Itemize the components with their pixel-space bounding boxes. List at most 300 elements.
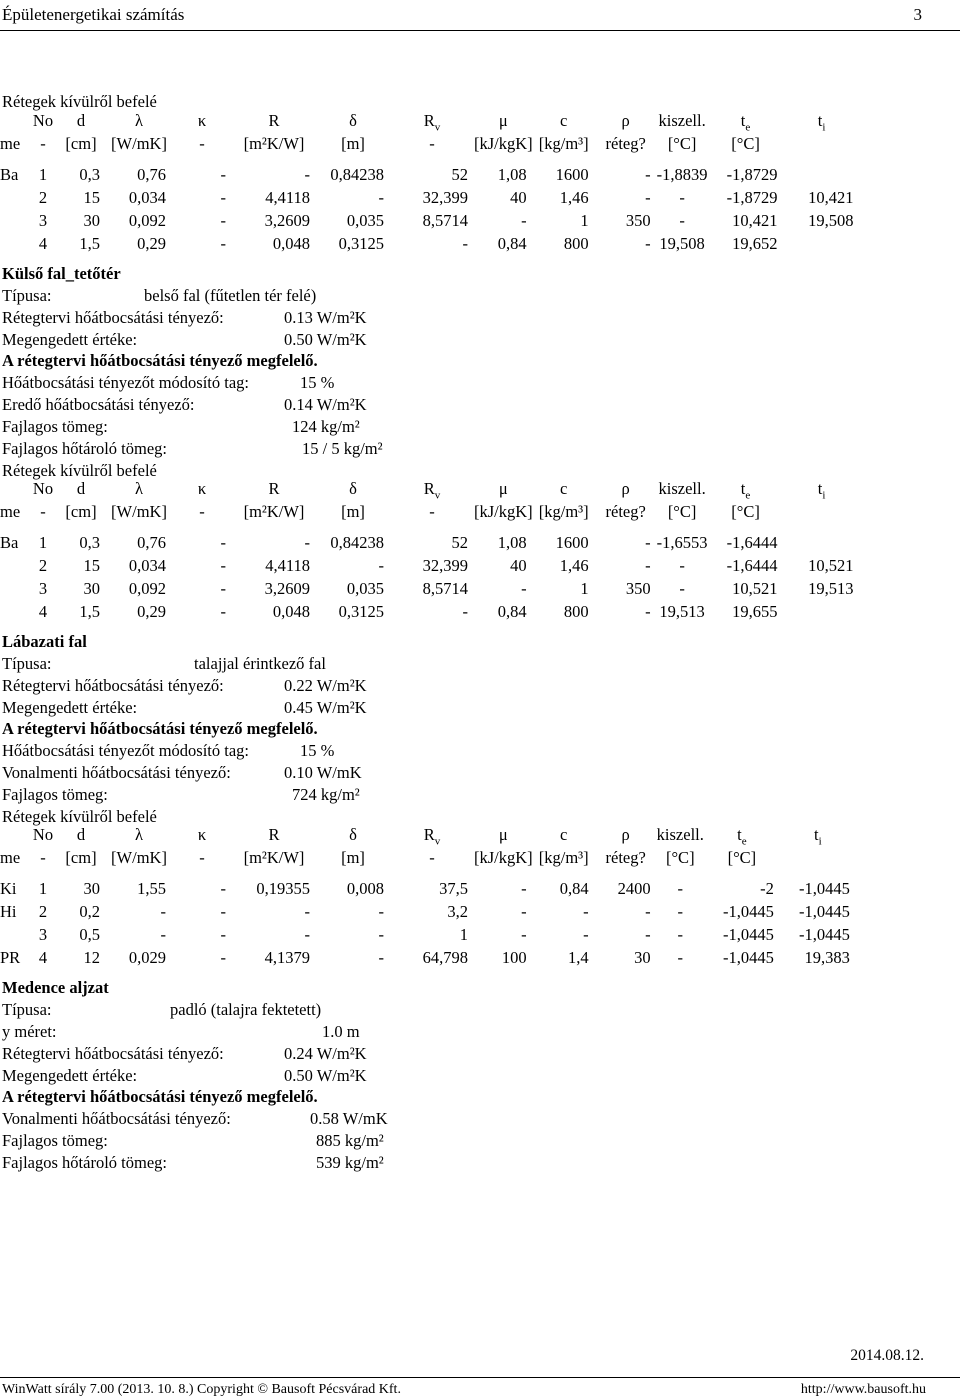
section3-linear-row — [2, 1109, 388, 1128]
header-unit: [kg/m³] — [538, 502, 589, 522]
table-cell: - — [645, 234, 651, 254]
table-cell — [0, 187, 30, 210]
section3-y-label: y méret: — [2, 1022, 57, 1041]
header-unit: - — [429, 134, 435, 154]
table-cell: - — [645, 165, 651, 185]
table-cell: -1,0445 — [723, 902, 774, 922]
table-cell: 0,034 — [128, 556, 166, 576]
layer-header-symbols — [0, 478, 860, 501]
table-cell: 0,19355 — [256, 879, 310, 899]
header-blank — [0, 110, 30, 133]
table-cell: - — [378, 902, 384, 922]
table-cell: 0,84238 — [330, 533, 384, 553]
section2-u-design-row — [2, 676, 367, 695]
table-cell: 0,84238 — [330, 165, 384, 185]
header-symbol: δ — [349, 111, 357, 131]
table-cell: 30 — [634, 948, 651, 968]
section2-u-allowed-row — [2, 698, 367, 717]
footer-link: http://www.bausoft.hu — [800, 1382, 926, 1397]
header-unit: [m²K/W] — [243, 502, 305, 522]
section2-u-allowed-value: 0.45 W/m²K — [284, 698, 367, 717]
table-cell — [0, 601, 30, 624]
section1-mod-label: Hőátbocsátási tényezőt módosító tag: — [2, 373, 249, 392]
table-cell: - — [220, 188, 226, 208]
table-cell: 40 — [510, 556, 527, 576]
header-symbol: kiszell. — [656, 825, 704, 845]
table-cell: 0,029 — [128, 948, 166, 968]
header-unit: [m²K/W] — [243, 848, 305, 868]
table-cell: 19,383 — [804, 948, 850, 968]
header-divider — [0, 30, 960, 31]
header-symbol: kiszell. — [658, 479, 706, 499]
table-cell: 1 — [38, 879, 48, 899]
table-cell — [0, 924, 30, 947]
header-symbol: c — [560, 825, 568, 845]
section3-u-allowed-row — [2, 1066, 367, 1085]
header-symbol: No — [32, 479, 54, 499]
section1-mod-value: 15 % — [300, 373, 335, 392]
header-symbol: R — [268, 825, 280, 845]
table-cell: 19,655 — [732, 602, 778, 622]
table-cell: - — [220, 879, 226, 899]
table-cell: - — [645, 602, 651, 622]
section1-mass-row — [2, 417, 360, 436]
header-unit: [°C] — [667, 502, 697, 522]
table-row — [0, 233, 860, 256]
header-symbol: kiszell. — [658, 111, 706, 131]
header-unit: - — [199, 848, 205, 868]
table-row — [0, 187, 860, 210]
table-cell: 0,3 — [79, 165, 100, 185]
section1-u-design-label: Rétegtervi hőátbocsátási tényező: — [2, 308, 224, 327]
header-symbol: $t_i$ — [817, 111, 826, 134]
header-unit: [cm] — [65, 848, 97, 868]
layer-header-units — [0, 133, 860, 156]
table-cell: 1 — [38, 533, 48, 553]
table-cell: 19,513 — [808, 579, 854, 599]
table-cell: 3 — [38, 579, 48, 599]
header-unit: [kJ/kgK] — [474, 502, 533, 522]
header-symbol: No — [32, 825, 54, 845]
table-cell: 4,1379 — [264, 948, 310, 968]
header-symbol: $t_e$ — [740, 479, 751, 502]
table-cell: 40 — [510, 188, 527, 208]
table-cell: - — [220, 165, 226, 185]
header-symbol: κ — [197, 111, 207, 131]
header-symbol: c — [560, 479, 568, 499]
table-cell: 30 — [83, 211, 100, 231]
table-cell: - — [220, 925, 226, 945]
section2-type-row — [2, 654, 326, 673]
table-cell: - — [220, 234, 226, 254]
table-cell: - — [521, 879, 527, 899]
header-symbol: d — [76, 111, 86, 131]
section1-mod-row — [2, 373, 335, 392]
table-row — [0, 532, 860, 555]
table-cell: 15 — [83, 556, 100, 576]
table-cell: 1600 — [555, 533, 589, 553]
header-symbol: $t_e$ — [737, 825, 747, 848]
header-symbol: δ — [349, 825, 357, 845]
header-unit: me — [0, 848, 21, 868]
section2-title: Lábazati fal — [2, 632, 87, 651]
footer-copyright: WinWatt sírály 7.00 (2013. 10. 8.) Copyright © Bausoft Pécsvárad Kft. — [2, 1382, 401, 1397]
table-cell: - — [304, 533, 310, 553]
table-cell: - — [220, 556, 226, 576]
header-unit: me — [0, 502, 21, 522]
table-cell: 0,76 — [137, 533, 166, 553]
table-cell: 0,048 — [272, 602, 310, 622]
table-cell: 3,2609 — [264, 211, 310, 231]
table-cell: - — [645, 556, 651, 576]
table-cell: - — [521, 579, 527, 599]
header-symbol: c — [560, 111, 568, 131]
section3-y-row — [2, 1022, 360, 1041]
table-cell: -1,6444 — [726, 533, 778, 553]
table-cell: 3,2 — [447, 902, 468, 922]
section1-type-row — [2, 286, 317, 305]
section1-u-result-label: Eredő hőátbocsátási tényező: — [2, 395, 195, 414]
header-unit: - — [429, 848, 435, 868]
table-cell: - — [677, 902, 684, 922]
header-symbol: $t_i$ — [814, 825, 822, 848]
table-row — [0, 947, 856, 970]
header-unit: - — [40, 848, 46, 868]
header-unit: [°C] — [731, 134, 760, 154]
table-cell: 1,46 — [559, 188, 589, 208]
table-cell: -1,0445 — [799, 902, 850, 922]
table-cell: 2 — [38, 188, 48, 208]
table-cell: -1,8729 — [726, 188, 778, 208]
section1-layers — [0, 478, 860, 624]
table-cell: 4 — [38, 602, 48, 622]
header-unit: [W/mK] — [111, 848, 167, 868]
section2-type-label: Típusa: — [2, 654, 52, 673]
table-cell: 1 — [459, 925, 468, 945]
table-cell: 2 — [38, 902, 48, 922]
header-unit: [kg/m³] — [538, 134, 589, 154]
section1-layers-title: Rétegek kívülről befelé — [2, 461, 157, 480]
table-cell: 8,5714 — [422, 211, 468, 231]
table-cell: 0,048 — [272, 234, 310, 254]
table-cell: - — [645, 902, 651, 922]
table-row — [0, 578, 860, 601]
table-cell: - — [583, 925, 589, 945]
header-symbol: d — [76, 825, 86, 845]
table-cell: - — [378, 188, 384, 208]
table-cell: Ki — [0, 879, 17, 899]
table-cell: - — [378, 925, 384, 945]
header-symbol: $R_v$ — [423, 479, 441, 502]
table-row — [0, 601, 860, 624]
section2-verdict: A rétegtervi hőátbocsátási tényező megfelelő. — [2, 719, 318, 738]
section3-mass-value: 885 kg/m² — [316, 1131, 384, 1150]
section3-u-allowed-value: 0.50 W/m²K — [284, 1066, 367, 1085]
table-cell: 0,5 — [79, 925, 100, 945]
header-symbol: ρ — [621, 479, 630, 499]
section3-type-value: padló (talajra fektetett) — [170, 1000, 322, 1019]
section3-linear-label: Vonalmenti hőátbocsátási tényező: — [2, 1109, 231, 1128]
table-row — [0, 878, 856, 901]
header-symbol: κ — [197, 825, 207, 845]
table-cell: - — [679, 579, 685, 599]
table-cell: 1,55 — [137, 879, 166, 899]
table-cell: 1 — [38, 165, 48, 185]
table-cell: 30 — [83, 879, 100, 899]
layer-header-symbols — [0, 824, 856, 847]
header-unit: [kg/m³] — [538, 848, 589, 868]
table-cell: 0,035 — [346, 579, 384, 599]
table-cell: - — [220, 211, 226, 231]
table-cell: 0,84 — [497, 234, 527, 254]
section3-linear-value: 0.58 W/mK — [310, 1109, 388, 1128]
table-cell: - — [462, 602, 468, 622]
table-cell: Ba — [0, 165, 19, 185]
table-row — [0, 164, 860, 187]
header-blank — [0, 824, 30, 847]
header-unit: - — [199, 134, 205, 154]
header-unit: - — [429, 502, 435, 522]
section1-u-design-row — [2, 308, 367, 327]
table-cell: 3 — [38, 211, 48, 231]
header-unit: - — [199, 502, 205, 522]
section2-u-allowed-label: Megengedett értéke: — [2, 698, 138, 717]
table-cell: -1,0445 — [723, 925, 774, 945]
section0-layers — [0, 110, 860, 256]
table-cell: 0,2 — [79, 902, 100, 922]
header-symbol: δ — [349, 479, 357, 499]
section0-layers-title: Rétegek kívülről befelé — [2, 92, 157, 111]
table-cell: - — [645, 925, 651, 945]
header-unit: [°C] — [665, 848, 695, 868]
table-cell: 0,092 — [128, 211, 166, 231]
table-cell: 19,508 — [659, 234, 705, 254]
table-cell: Hi — [0, 902, 17, 922]
table-cell: 1,5 — [79, 602, 100, 622]
header-unit: [W/mK] — [111, 134, 167, 154]
header-symbol: No — [32, 111, 54, 131]
section2-linear-value: 0.10 W/mK — [284, 763, 362, 782]
section1-u-allowed-row — [2, 330, 367, 349]
header-symbol: λ — [134, 825, 143, 845]
table-cell: 52 — [451, 533, 468, 553]
table-cell: 32,399 — [422, 556, 468, 576]
table-cell: - — [677, 925, 684, 945]
table-cell: 3 — [38, 925, 48, 945]
section2-layers — [0, 824, 856, 970]
table-cell: 1,4 — [568, 948, 589, 968]
table-cell: 10,421 — [732, 211, 778, 231]
header-unit: me — [0, 134, 21, 154]
section1-type-label: Típusa: — [2, 286, 52, 305]
header-symbol: ρ — [621, 111, 630, 131]
section1-verdict: A rétegtervi hőátbocsátási tényező megfelelő. — [2, 351, 318, 370]
table-cell: 0,3125 — [338, 234, 384, 254]
header-symbol: $t_e$ — [740, 111, 751, 134]
header-symbol: ρ — [621, 825, 630, 845]
section3-type-row — [2, 1000, 322, 1019]
table-cell: -1,0445 — [799, 925, 850, 945]
section2-mass-label: Fajlagos tömeg: — [2, 785, 108, 804]
table-cell — [0, 210, 30, 233]
section2-u-design-value: 0.22 W/m²K — [284, 676, 367, 695]
table-cell: 1,08 — [497, 533, 527, 553]
header-unit: [kJ/kgK] — [474, 848, 533, 868]
section2-mod-value: 15 % — [300, 741, 335, 760]
header-unit: - — [40, 502, 46, 522]
table-cell: 4,4118 — [265, 556, 310, 576]
header-unit: [°C] — [727, 848, 757, 868]
table-cell: 8,5714 — [422, 579, 468, 599]
table-cell: 350 — [625, 579, 651, 599]
table-cell: -1,6444 — [726, 556, 778, 576]
header-unit: [m²K/W] — [243, 134, 305, 154]
header-symbol: κ — [197, 479, 207, 499]
section3-type-label: Típusa: — [2, 1000, 52, 1019]
section3-storage-row — [2, 1153, 384, 1172]
table-cell: 0,76 — [137, 165, 166, 185]
table-cell: - — [679, 556, 685, 576]
table-cell: - — [160, 902, 166, 922]
section3-storage-label: Fajlagos hőtároló tömeg: — [2, 1153, 167, 1172]
table-cell: -2 — [760, 879, 774, 899]
table-cell: 10,521 — [808, 556, 854, 576]
header-unit: - — [40, 134, 46, 154]
table-cell: 30 — [83, 579, 100, 599]
table-cell: 4,4118 — [265, 188, 310, 208]
table-cell: 800 — [563, 602, 589, 622]
table-cell: - — [304, 925, 310, 945]
section2-mass-value: 724 kg/m² — [292, 785, 360, 804]
table-cell: 1 — [580, 579, 589, 599]
table-cell: 1,08 — [497, 165, 527, 185]
section2-mod-label: Hőátbocsátási tényezőt módosító tag: — [2, 741, 249, 760]
section2-mod-row — [2, 741, 335, 760]
header-unit: [W/mK] — [111, 502, 167, 522]
table-cell: - — [645, 188, 651, 208]
table-cell: PR — [0, 948, 21, 968]
table-cell: 10,421 — [808, 188, 854, 208]
table-cell: - — [583, 902, 589, 922]
table-cell: 0,008 — [346, 879, 384, 899]
table-cell: - — [220, 602, 226, 622]
table-cell: 800 — [563, 234, 589, 254]
section2-mass-row — [2, 785, 360, 804]
table-cell: - — [160, 925, 166, 945]
section1-u-design-value: 0.13 W/m²K — [284, 308, 367, 327]
table-cell: 10,521 — [732, 579, 778, 599]
table-cell — [0, 555, 30, 578]
section3-u-design-label: Rétegtervi hőátbocsátási tényező: — [2, 1044, 224, 1063]
table-cell: 2 — [38, 556, 48, 576]
section3-u-design-value: 0.24 W/m²K — [284, 1044, 367, 1063]
table-row — [0, 924, 856, 947]
header-symbol: μ — [498, 825, 508, 845]
section1-title: Külső fal_tetőtér — [2, 264, 121, 283]
table-cell: - — [521, 902, 527, 922]
table-cell: - — [220, 948, 226, 968]
table-cell: - — [677, 879, 684, 899]
table-cell: 100 — [501, 948, 527, 968]
table-cell: - — [220, 533, 226, 553]
header-unit: [cm] — [65, 134, 97, 154]
table-cell: - — [304, 902, 310, 922]
document-title: Épületenergetikai számítás — [2, 5, 185, 24]
footer-divider — [0, 1377, 960, 1378]
table-cell: 0,3 — [79, 533, 100, 553]
header-symbol: d — [76, 479, 86, 499]
section2-u-design-label: Rétegtervi hőátbocsátási tényező: — [2, 676, 224, 695]
table-cell: - — [304, 165, 310, 185]
table-cell: - — [220, 579, 226, 599]
table-cell: 4 — [38, 234, 48, 254]
table-cell: 0,3125 — [338, 602, 384, 622]
table-cell: -1,8839 — [656, 165, 708, 185]
table-cell: 32,399 — [422, 188, 468, 208]
table-cell: - — [378, 556, 384, 576]
header-symbol: $R_v$ — [423, 825, 441, 848]
header-symbol: μ — [498, 479, 508, 499]
header-symbol: λ — [134, 479, 143, 499]
table-cell: - — [220, 902, 226, 922]
table-cell: 19,513 — [659, 602, 705, 622]
section3-title: Medence aljzat — [2, 978, 109, 997]
header-unit: [cm] — [65, 502, 97, 522]
table-cell: -1,0445 — [723, 948, 774, 968]
table-cell: - — [679, 188, 685, 208]
table-cell: -1,0445 — [799, 879, 850, 899]
section1-type-value: belső fal (fűtetlen tér felé) — [144, 286, 317, 305]
layer-header-units — [0, 501, 860, 524]
section3-u-design-row — [2, 1044, 367, 1063]
section2-layers-title: Rétegek kívülről befelé — [2, 807, 157, 826]
table-cell — [0, 578, 30, 601]
table-cell: 3,2609 — [264, 579, 310, 599]
section1-storage-value: 15 / 5 kg/m² — [302, 439, 383, 458]
table-cell: 4 — [38, 948, 48, 968]
table-cell: 0,035 — [346, 211, 384, 231]
table-cell: 19,508 — [808, 211, 854, 231]
page-number: 3 — [913, 5, 922, 24]
table-cell: 37,5 — [439, 879, 468, 899]
table-cell: -1,6553 — [656, 533, 708, 553]
section3-verdict: A rétegtervi hőátbocsátási tényező megfelelő. — [2, 1087, 318, 1106]
section1-mass-label: Fajlagos tömeg: — [2, 417, 108, 436]
header-unit: réteg? — [605, 848, 646, 868]
table-cell: 52 — [451, 165, 468, 185]
table-cell: 0,034 — [128, 188, 166, 208]
header-unit: [m] — [341, 848, 365, 868]
header-unit: [m] — [341, 134, 365, 154]
table-cell: 64,798 — [422, 948, 468, 968]
footer-date: 2014.08.12. — [850, 1347, 924, 1364]
table-cell: 0,092 — [128, 579, 166, 599]
table-cell: - — [462, 234, 468, 254]
section1-mass-value: 124 kg/m² — [292, 417, 360, 436]
section2-type-value: talajjal érintkező fal — [194, 654, 326, 673]
header-symbol: $t_i$ — [817, 479, 826, 502]
table-cell: - — [645, 533, 651, 553]
table-cell: 2400 — [617, 879, 651, 899]
header-symbol: μ — [498, 111, 508, 131]
header-unit: [m] — [341, 502, 365, 522]
table-cell: 0,84 — [559, 879, 589, 899]
table-cell — [0, 233, 30, 256]
section1-storage-label: Fajlagos hőtároló tömeg: — [2, 439, 167, 458]
section2-linear-row — [2, 763, 362, 782]
section3-mass-row — [2, 1131, 384, 1150]
section3-y-value: 1.0 m — [322, 1022, 360, 1041]
